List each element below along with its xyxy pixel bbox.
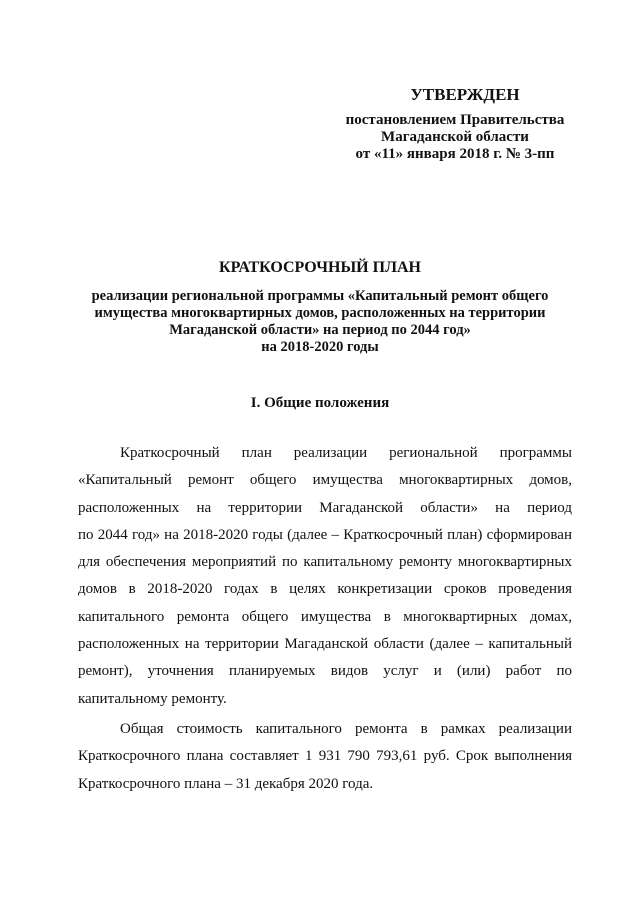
body-text (78, 440, 572, 801)
subtitle-line-1: реализации региональной программы «Капитальный ремонт общего (91, 288, 549, 304)
paragraph-2-line: Краткосрочного плана – 31 декабря 2020 года. (78, 775, 374, 792)
approval-line-1: постановлением Правительства (345, 112, 565, 128)
paragraph-1-line: Краткосрочный план реализации региональной программы (120, 445, 572, 461)
subtitle-line-4: на 2018-2020 годы (261, 339, 379, 355)
document-title: КРАТКОСРОЧНЫЙ ПЛАН (219, 259, 421, 276)
paragraph-1 (78, 440, 572, 713)
paragraph-2 (78, 716, 572, 798)
paragraph-1-line: капитального ремонта общего имущества в многоквартирных домах, (78, 608, 572, 625)
paragraph-1-line: домов в 2018-2020 годах в целях конкретизации сроков проведения (78, 581, 572, 598)
subtitle-line-3: Магаданской области» на период по 2044 год» (169, 322, 471, 338)
approval-heading: УТВЕРЖДЕН (410, 85, 520, 104)
section-heading: I. Общие положения (250, 395, 390, 411)
paragraph-1-line: расположенных на территории Магаданской области (далее – капитальный (78, 636, 572, 653)
title-block (60, 259, 580, 356)
paragraph-1-line: расположенных на территории Магаданской области» на период (78, 499, 572, 516)
approval-block (330, 86, 580, 163)
paragraph-1-line: «Капитальный ремонт общего имущества многоквартирных домов, (78, 472, 572, 489)
approval-line-3: от «11» января 2018 г. № 3-пп (355, 146, 555, 162)
paragraph-1-line: капитальному ремонту. (78, 690, 227, 707)
approval-line-2: Магаданской области (381, 129, 529, 145)
paragraph-1-line: ремонт), уточнения планируемых видов услуг и (или) работ по (78, 663, 572, 680)
paragraph-2-line: Краткосрочного плана составляет 1 931 790 793,61 руб. Срок выполнения (78, 748, 572, 765)
paragraph-2-line: Общая стоимость капитального ремонта в рамках реализации (120, 720, 572, 737)
paragraph-1-line: для обеспечения мероприятий по капитальному ремонту многоквартирных (78, 554, 572, 571)
subtitle-line-2: имущества многоквартирных домов, расположенных на территории (94, 305, 546, 321)
paragraph-1-line: по 2044 год» на 2018-2020 годы (далее – Краткосрочный план) сформирован (78, 526, 572, 543)
document-subtitle (60, 288, 580, 356)
